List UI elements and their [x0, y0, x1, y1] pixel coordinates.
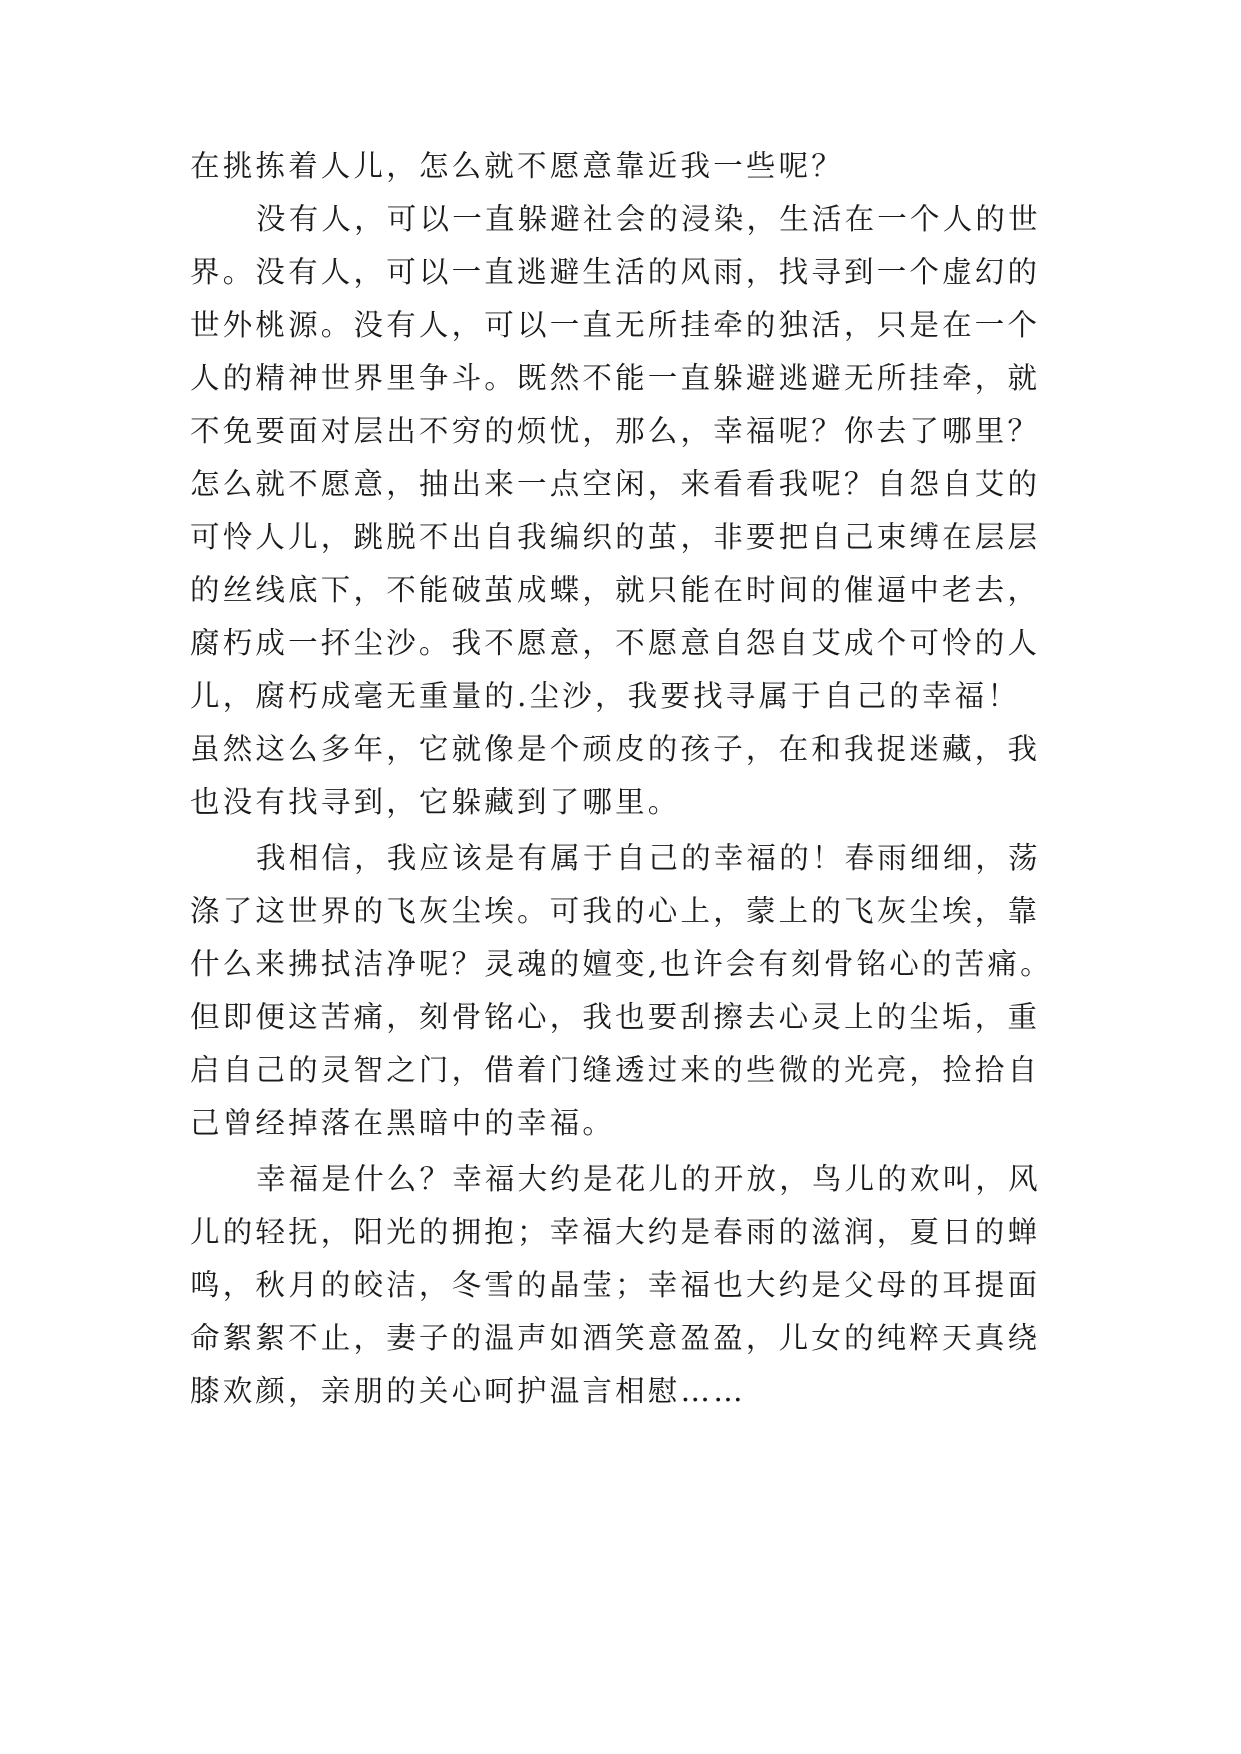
text-line: 什么来拂拭洁净呢？灵魂的嬗变,也许会有刻骨铭心的苦痛。 — [190, 947, 1053, 981]
text-line: 可怜人儿，跳脱不出自我编织的茧，非要把自己束缚在层层 — [190, 520, 1041, 554]
text-line: 世外桃源。没有人，可以一直无所挂牵的独活，只是在一个 — [190, 308, 1041, 342]
text-line: 腐朽成一抔尘沙。我不愿意，不愿意自怨自艾成个可怜的人 — [190, 626, 1041, 660]
paragraph-start-line: 幸福是什么？幸福大约是花儿的开放，鸟儿的欢叫，风 — [256, 1162, 1041, 1196]
text-line: 的丝线底下，不能破茧成蝶，就只能在时间的催逼中老去， — [190, 573, 1041, 607]
text-line: 儿，腐朽成毫无重量的.尘沙，我要找寻属于自己的幸福！ — [190, 679, 1021, 713]
text-line: 不免要面对层出不穷的烦忧，那么，幸福呢？你去了哪里？ — [190, 414, 1041, 448]
text-line: 己曾经掉落在黑暗中的幸福。 — [190, 1106, 616, 1140]
text-line: 涤了这世界的飞灰尘埃。可我的心上，蒙上的飞灰尘埃，靠 — [190, 894, 1041, 928]
text-line: 人的精神世界里争斗。既然不能一直躲避逃避无所挂牵，就 — [190, 361, 1041, 395]
text-line: 膝欢颜，亲朋的关心呵护温言相慰…… — [190, 1374, 746, 1408]
text-line: 怎么就不愿意，抽出来一点空闲，来看看我呢？自怨自艾的 — [190, 467, 1041, 501]
text-line: 启自己的灵智之门，借着门缝透过来的些微的光亮，捡拾自 — [190, 1053, 1041, 1087]
paragraph-start-line: 没有人，可以一直躲避社会的浸染，生活在一个人的世 — [256, 202, 1041, 236]
text-line: 命絮絮不止，妻子的温声如酒笑意盈盈，儿女的纯粹天真绕 — [190, 1321, 1041, 1355]
text-line: 在挑拣着人儿，怎么就不愿意靠近我一些呢？ — [190, 149, 845, 183]
paragraph-start-line: 我相信，我应该是有属于自己的幸福的！春雨细细，荡 — [256, 841, 1041, 875]
text-line: 界。没有人，可以一直逃避生活的风雨，找寻到一个虚幻的 — [190, 255, 1041, 289]
text-line: 鸣，秋月的皎洁，冬雪的晶莹；幸福也大约是父母的耳提面 — [190, 1268, 1041, 1302]
text-line: 也没有找寻到，它躲藏到了哪里。 — [190, 785, 681, 819]
text-line: 虽然这么多年，它就像是个顽皮的孩子，在和我捉迷藏，我 — [190, 732, 1041, 766]
text-line: 但即便这苦痛，刻骨铭心，我也要刮擦去心灵上的尘垢，重 — [190, 1000, 1041, 1034]
text-line: 儿的轻抚，阳光的拥抱；幸福大约是春雨的滋润，夏日的蝉 — [190, 1215, 1041, 1249]
